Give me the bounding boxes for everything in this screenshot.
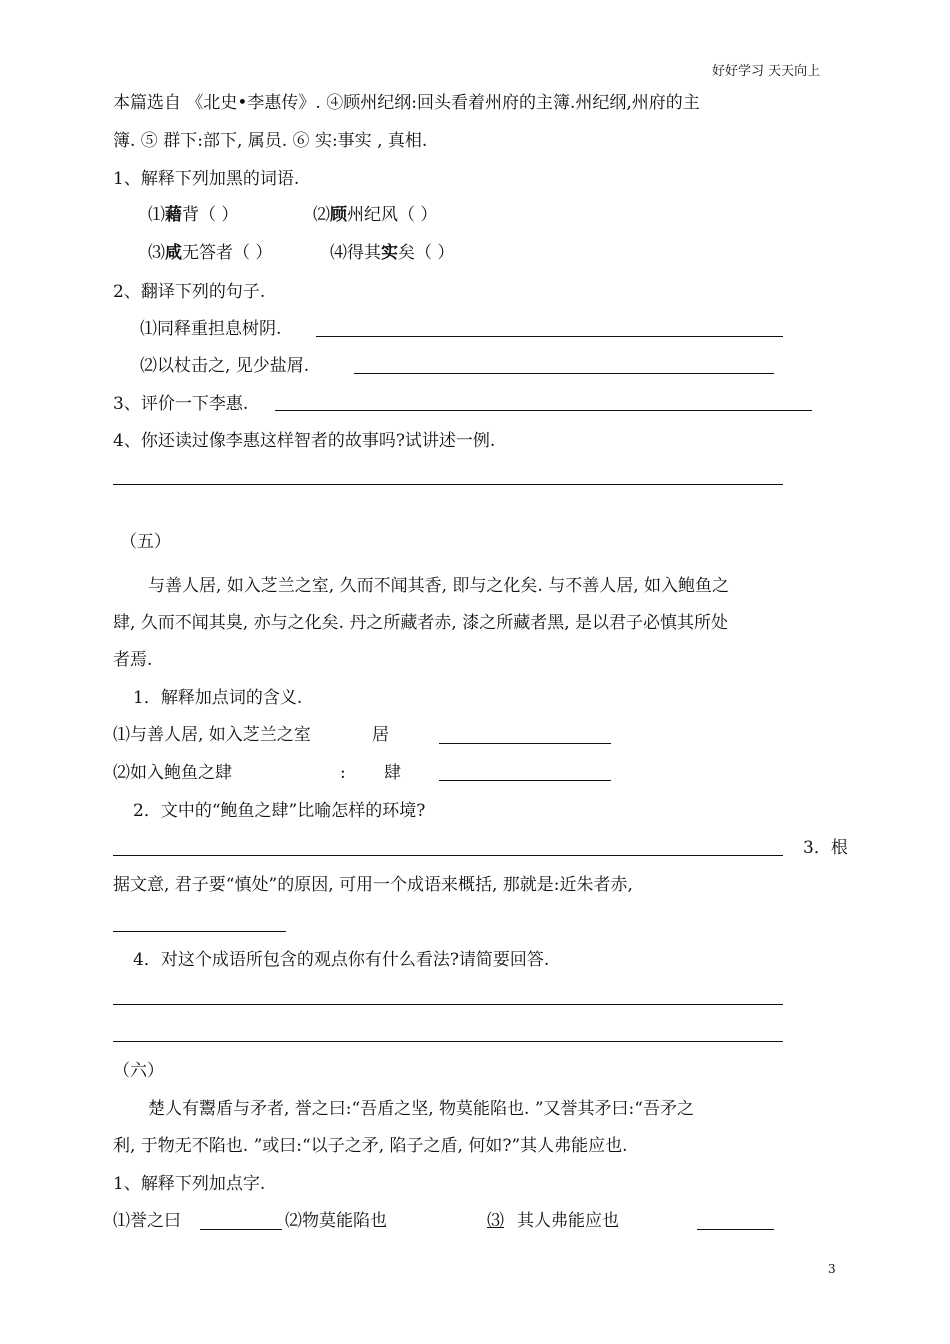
s5-q1-item-1: ⑴与善人居, 如入芝兰之室	[113, 725, 311, 745]
notes-line-1: 本篇选自 《北史•李惠传》. ④顾州纪纲:回头看着州府的主簿.州纪纲,州府的主	[113, 93, 700, 113]
s5-q1-item-2-colon: :	[340, 763, 346, 783]
answer-blank[interactable]	[439, 780, 611, 781]
s4-q1-item-3	[148, 242, 272, 264]
s6-passage-line-1: 楚人有鬻盾与矛者, 誉之曰:“吾盾之坚, 物莫能陷也. ”又誉其矛曰:“吾矛之	[148, 1099, 694, 1119]
s5-q1-item-1-word: 居	[372, 725, 389, 745]
section-5-heading: （五）	[120, 532, 171, 552]
s5-q2-title: 2．文中的“鲍鱼之肆”比喻怎样的环境?	[133, 801, 426, 821]
answer-blank[interactable]	[113, 1041, 783, 1042]
s5-q1-item-2: ⑵如入鲍鱼之肆	[113, 763, 232, 783]
s6-q1-item-3-number: ⑶	[487, 1211, 504, 1231]
item-rest: 矣（ ）	[398, 243, 455, 263]
answer-blank[interactable]	[697, 1229, 774, 1230]
answer-blank[interactable]	[439, 743, 611, 744]
s4-q1-item-2	[313, 204, 437, 226]
notes-line-2: 簿. ⑤ 群下:部下, 属员. ⑥ 实:事实 , 真相.	[113, 131, 428, 151]
answer-blank[interactable]	[113, 931, 286, 932]
s4-q3-title: 3、评价一下李惠.	[113, 394, 249, 414]
s6-q1-item-2: ⑵物莫能陷也	[285, 1211, 387, 1231]
answer-blank[interactable]	[113, 1004, 783, 1005]
s6-q1-item-1: ⑴誉之曰	[113, 1211, 181, 1231]
s6-q1-item-3: 其人弗能应也	[517, 1211, 619, 1231]
s5-q1-title: 1．解释加点词的含义.	[133, 688, 303, 708]
item-prefix: ⑶	[148, 243, 165, 263]
item-rest: 州纪风（ ）	[347, 205, 438, 225]
item-prefix: ⑴	[148, 205, 165, 225]
s4-q2-item-2: ⑵以杖击之, 见少盐屑.	[140, 356, 310, 376]
bold-word: 咸	[165, 243, 182, 263]
item-rest: 背（ ）	[182, 205, 239, 225]
page-header: 好好学习 天天向上	[712, 64, 821, 79]
s4-q4-title: 4、你还读过像李惠这样智者的故事吗?试讲述一例.	[113, 431, 496, 451]
s5-q4-title: 4．对这个成语所包含的观点你有什么看法?请简要回答.	[133, 950, 550, 970]
s4-q1-item-4	[330, 242, 454, 264]
s5-q3-start: 3．根	[803, 838, 848, 858]
s5-passage-line-3: 者焉.	[113, 650, 153, 670]
s5-q3-continued: 据文意, 君子要“慎处”的原因, 可用一个成语来概括, 那就是:近朱者赤,	[113, 875, 633, 895]
item-rest: 无答者（ ）	[182, 243, 273, 263]
answer-blank[interactable]	[316, 336, 783, 337]
answer-blank[interactable]	[354, 373, 774, 374]
s5-q1-item-2-word: 肆	[384, 763, 401, 783]
bold-word: 实	[381, 243, 398, 263]
answer-blank[interactable]	[275, 410, 812, 411]
s4-q2-item-1: ⑴同释重担息树阴.	[140, 319, 282, 339]
answer-blank[interactable]	[200, 1229, 282, 1230]
bold-word: 顾	[330, 205, 347, 225]
answer-blank[interactable]	[113, 855, 783, 856]
item-prefix: ⑷得其	[330, 243, 381, 263]
answer-blank[interactable]	[113, 484, 783, 485]
bold-word: 藉	[165, 205, 182, 225]
s4-q2-title: 2、翻译下列的句子.	[113, 282, 266, 302]
s6-q1-title: 1、解释下列加点字.	[113, 1174, 266, 1194]
item-prefix: ⑵	[313, 205, 330, 225]
page-number: 3	[828, 1262, 836, 1276]
section-6-heading: （六）	[113, 1061, 164, 1081]
s4-q1-item-1	[148, 204, 238, 226]
s5-passage-line-2: 肆, 久而不闻其臭, 亦与之化矣. 丹之所藏者赤, 漆之所藏者黑, 是以君子必慎其所处	[113, 613, 729, 633]
s4-q1-title: 1、解释下列加黑的词语.	[113, 169, 300, 189]
s6-passage-line-2: 利, 于物无不陷也. ”或曰:“以子之矛, 陷子之盾, 何如?”其人弗能应也.	[113, 1136, 628, 1156]
s5-passage-line-1: 与善人居, 如入芝兰之室, 久而不闻其香, 即与之化矣. 与不善人居, 如入鲍鱼之	[148, 576, 730, 596]
